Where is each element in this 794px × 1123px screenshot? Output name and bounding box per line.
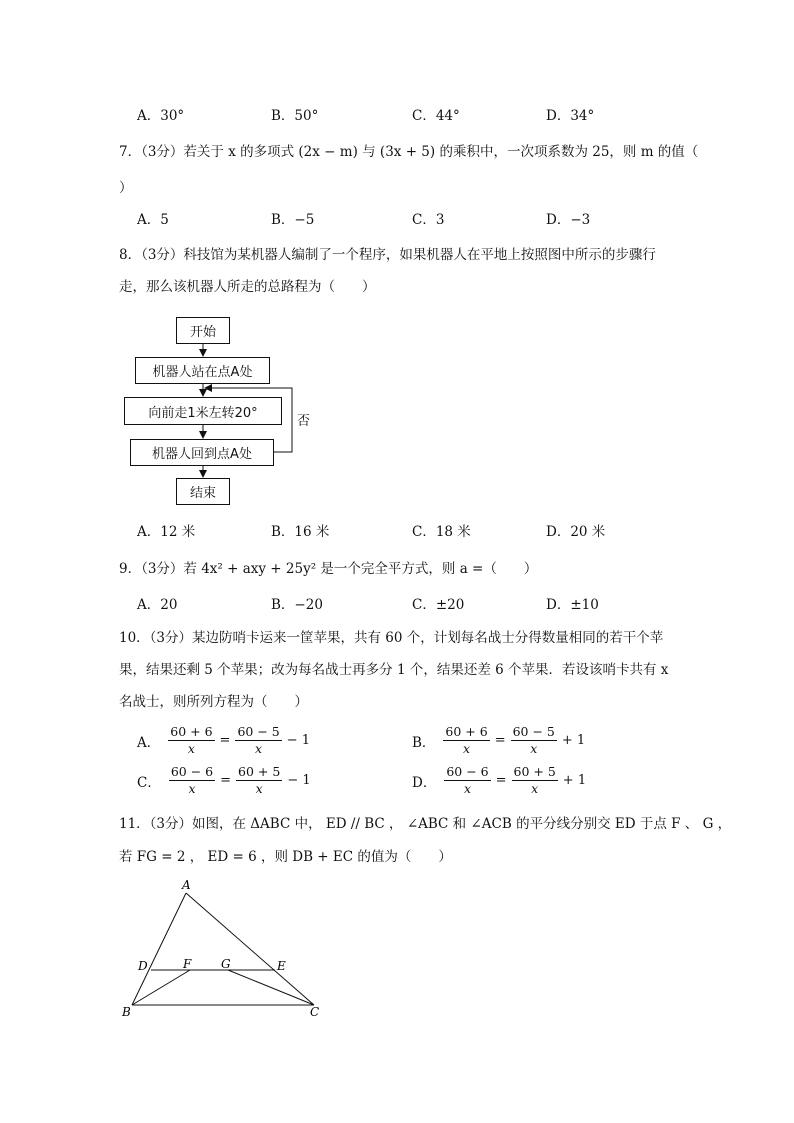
q8-text-line1: 8．（3分）科技馆为某机器人编制了一个程序，如果机器人在平地上按照图中所示的步骤行 — [119, 247, 656, 263]
flow-step2-box: 向前走1米左转20° — [124, 397, 282, 425]
q10-b-left-denominator: x — [463, 741, 471, 756]
flow-no-label: 否 — [297, 414, 311, 429]
q10-b-tail: + 1 — [561, 733, 586, 748]
q8-option-d: D．20 米 — [546, 524, 606, 540]
label-b: B — [122, 1005, 131, 1019]
q9-option-a: A．20 — [137, 597, 178, 613]
q6-option-c: C．44° — [412, 108, 460, 124]
q10-c-tail: − 1 — [287, 773, 311, 788]
q10-a-left-numerator: 60 + 6 — [170, 724, 213, 739]
q10-option-d-label: D． — [412, 774, 437, 791]
q10-d-left-numerator: 60 − 6 — [446, 764, 489, 779]
q8-text-line2: 走，那么该机器人所走的总路程为（ ） — [119, 279, 376, 295]
q9-option-c: C．±20 — [412, 597, 465, 613]
label-a: A — [182, 878, 191, 892]
q10-option-b: B． $\frac{60 + 6}{x}$ = $\frac{60 - 5}{x}$ + 1 — [412, 724, 586, 756]
q8-option-c: C．18 米 — [412, 524, 471, 540]
label-e: E — [277, 959, 286, 973]
label-f: F — [183, 957, 192, 971]
flow-step3-box: 机器人回到点A处 — [130, 439, 274, 466]
q11-text-line1: 11．（3分）如图，在 ΔABC 中， ED // BC ， ∠ABC 和 ∠ACB 的平分线分别交 ED 于点 F 、 G ， — [119, 816, 732, 832]
flow-step1-box: 机器人站在点A处 — [135, 357, 270, 384]
q8-option-a: A．12 米 — [137, 524, 196, 540]
label-c: C — [310, 1005, 320, 1019]
q10-text-line2: 果，结果还剩 5 个苹果；改为每名战士再多分 1 个，结果还差 6 个苹果．若设该哨卡共有 x — [119, 662, 669, 678]
q10-b-right-numerator: 60 − 5 — [512, 724, 555, 739]
q9-option-d: D．±10 — [546, 597, 599, 613]
q10-option-d: D． $\frac{60 - 6}{x}$ = $\frac{60 + 5}{x}$ + 1 — [412, 764, 587, 796]
segment-ac — [186, 893, 314, 1005]
q10-a-tail: − 1 — [286, 733, 311, 748]
label-g: G — [221, 957, 231, 971]
q7-option-c: C．3 — [412, 212, 445, 228]
q9-option-b: B．−20 — [271, 597, 323, 613]
segment-cg — [228, 970, 314, 1005]
q10-option-c: C． $\frac{60 - 6}{x}$ = $\frac{60 + 5}{x}$ − 1 — [137, 764, 311, 796]
q10-c-left-numerator: 60 − 6 — [170, 764, 214, 779]
q8-option-b: B．16 米 — [271, 524, 330, 540]
q10-d-right-numerator: 60 + 5 — [513, 764, 556, 779]
q6-option-d: D．34° — [546, 108, 595, 124]
label-d: D — [138, 959, 148, 973]
q9-text: 9．（3分）若 4x² + axy + 25y² 是一个完全平方式，则 a =（ ） — [119, 561, 538, 577]
q10-a-right-numerator: 60 − 5 — [237, 724, 280, 739]
q10-d-right-denominator: x — [531, 781, 539, 796]
flow-start-box: 开始 — [176, 317, 230, 344]
q10-d-left-denominator: x — [463, 781, 471, 796]
q11-text-line2: 若 FG = 2 ， ED = 6 ，则 DB + EC 的值为（ ） — [119, 849, 452, 865]
q10-text-line3: 名战士，则所列方程为（ ） — [119, 694, 308, 710]
q10-c-right-numerator: 60 + 5 — [238, 764, 281, 779]
q7-option-a: A．5 — [137, 212, 169, 228]
q7-text-line1: 7．（3分）若关于 x 的多项式 (2x − m) 与 (3x + 5) 的乘积中，一次项系数为 25，则 m 的值（ — [119, 144, 699, 160]
q10-a-left-denominator: x — [187, 741, 195, 756]
q10-option-b-label: B． — [412, 734, 436, 751]
q10-b-left-numerator: 60 + 6 — [445, 724, 488, 739]
q7-option-d: D．−3 — [546, 212, 591, 228]
q6-option-b: B．50° — [271, 108, 319, 124]
q6-option-a: A．30° — [137, 108, 185, 124]
q10-c-left-denominator: x — [188, 781, 196, 796]
q10-b-right-denominator: x — [530, 741, 538, 756]
q10-option-a-label: A． — [137, 734, 161, 751]
q10-text-line1: 10．（3分）某边防哨卡运来一筐苹果，共有 60 个，计划每名战士分得数量相同的若干个苹 — [119, 630, 664, 646]
q7-text-line2: ） — [119, 180, 133, 196]
q10-option-a: A． $\frac{60 + 6}{x}$ = $\frac{60 - 5}{x}$ − 1 — [137, 724, 311, 756]
q10-a-right-denominator: x — [255, 741, 263, 756]
q10-d-tail: + 1 — [562, 773, 587, 788]
q10-c-right-denominator: x — [255, 781, 263, 796]
q7-option-b: B．−5 — [271, 212, 315, 228]
q10-option-c-label: C． — [137, 774, 161, 791]
flow-end-box: 结束 — [176, 478, 230, 505]
